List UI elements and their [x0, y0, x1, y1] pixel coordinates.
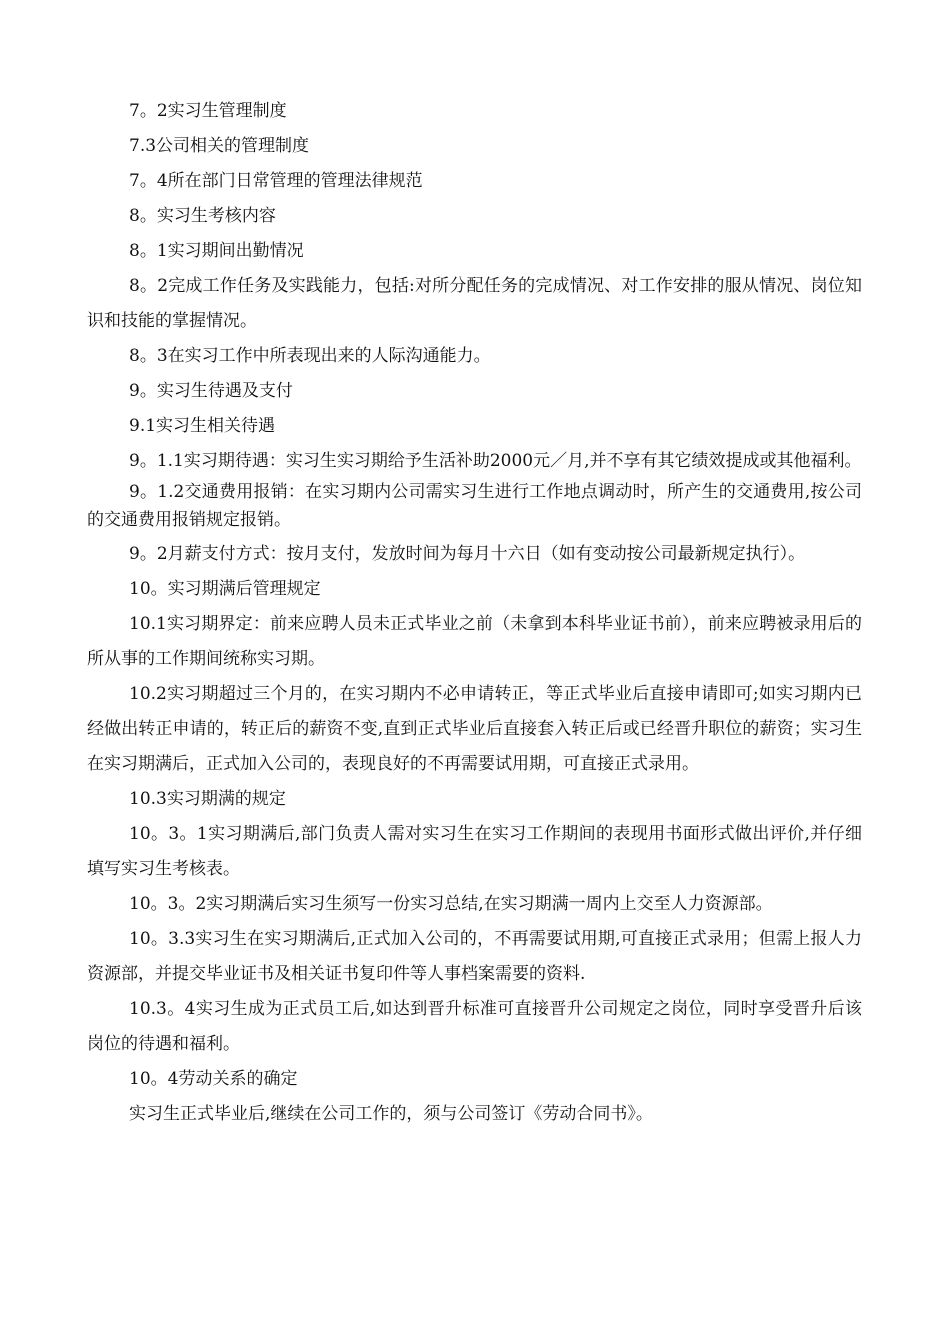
paragraph-10-4: 10。4劳动关系的确定 — [129, 1069, 298, 1089]
paragraph-8-1: 8。1实习期间出勤情况 — [129, 241, 304, 261]
paragraph-8-2: 8。2完成工作任务及实践能力，包括:对所分配任务的完成情况、对工作安排的服从情况、岗位知识和技能的掌握情况。 — [87, 276, 862, 331]
paragraph-9-2: 9。2月薪支付方式：按月支付，发放时间为每月十六日（如有变动按公司最新规定执行）。 — [129, 544, 806, 564]
paragraph-9-1: 9.1实习生相关待遇 — [129, 416, 276, 436]
heading-9: 9。实习生待遇及支付 — [129, 381, 293, 401]
paragraph-10-3-1: 10。3。1实习期满后,部门负责人需对实习生在实习工作期间的表现用书面形式做出评价,并仔细填写实习生考核表。 — [87, 824, 862, 879]
paragraph-10-3-2: 10。3。2实习期满后实习生须写一份实习总结,在实习期满一周内上交至人力资源部。 — [129, 894, 773, 914]
paragraph-7-4: 7。4所在部门日常管理的管理法律规范 — [129, 171, 423, 191]
paragraph-10-2: 10.2实习期超过三个月的，在实习期内不必申请转正，等正式毕业后直接申请即可;如实习期内已经做出转正申请的，转正后的薪资不变,直到正式毕业后直接套入转正后或已经晋升职位的薪资；实习生在实习期满后，正式加入公司的，表现良好的不再需要试用期，可直接正式录用。 — [87, 684, 862, 774]
paragraph-10-1: 10.1实习期界定：前来应聘人员未正式毕业之前（未拿到本科毕业证书前），前来应聘被录用后的所从事的工作期间统称实习期。 — [87, 614, 862, 669]
paragraph-10-3-4: 10.3。4实习生成为正式员工后,如达到晋升标准可直接晋升公司规定之岗位，同时享受晋升后该岗位的待遇和福利。 — [87, 999, 862, 1054]
heading-8: 8。实习生考核内容 — [129, 206, 276, 226]
paragraph-10-3-3: 10。3.3实习生在实习期满后,正式加入公司的，不再需要试用期,可直接正式录用；但需上报人力资源部，并提交毕业证书及相关证书复印件等人事档案需要的资料. — [87, 929, 862, 984]
paragraph-9-1-2: 9。1.2交通费用报销：在实习期内公司需实习生进行工作地点调动时，所产生的交通费用,按公司的交通费用报销规定报销。 — [87, 482, 862, 530]
paragraph-7-3: 7.3公司相关的管理制度 — [129, 136, 310, 156]
paragraph-8-3: 8。3在实习工作中所表现出来的人际沟通能力。 — [129, 346, 491, 366]
paragraph-9-1-1: 9。1.1实习期待遇：实习生实习期给予生活补助2000元／月,并不享有其它绩效提成或其他福利。 — [129, 451, 862, 471]
paragraph-7-2: 7。2实习生管理制度 — [129, 101, 287, 121]
heading-10: 10。实习期满后管理规定 — [129, 579, 321, 599]
document-body — [87, 94, 862, 1132]
paragraph-labor-contract: 实习生正式毕业后,继续在公司工作的，须与公司签订《劳动合同书》。 — [129, 1104, 653, 1124]
paragraph-10-3: 10.3实习期满的规定 — [129, 789, 286, 809]
